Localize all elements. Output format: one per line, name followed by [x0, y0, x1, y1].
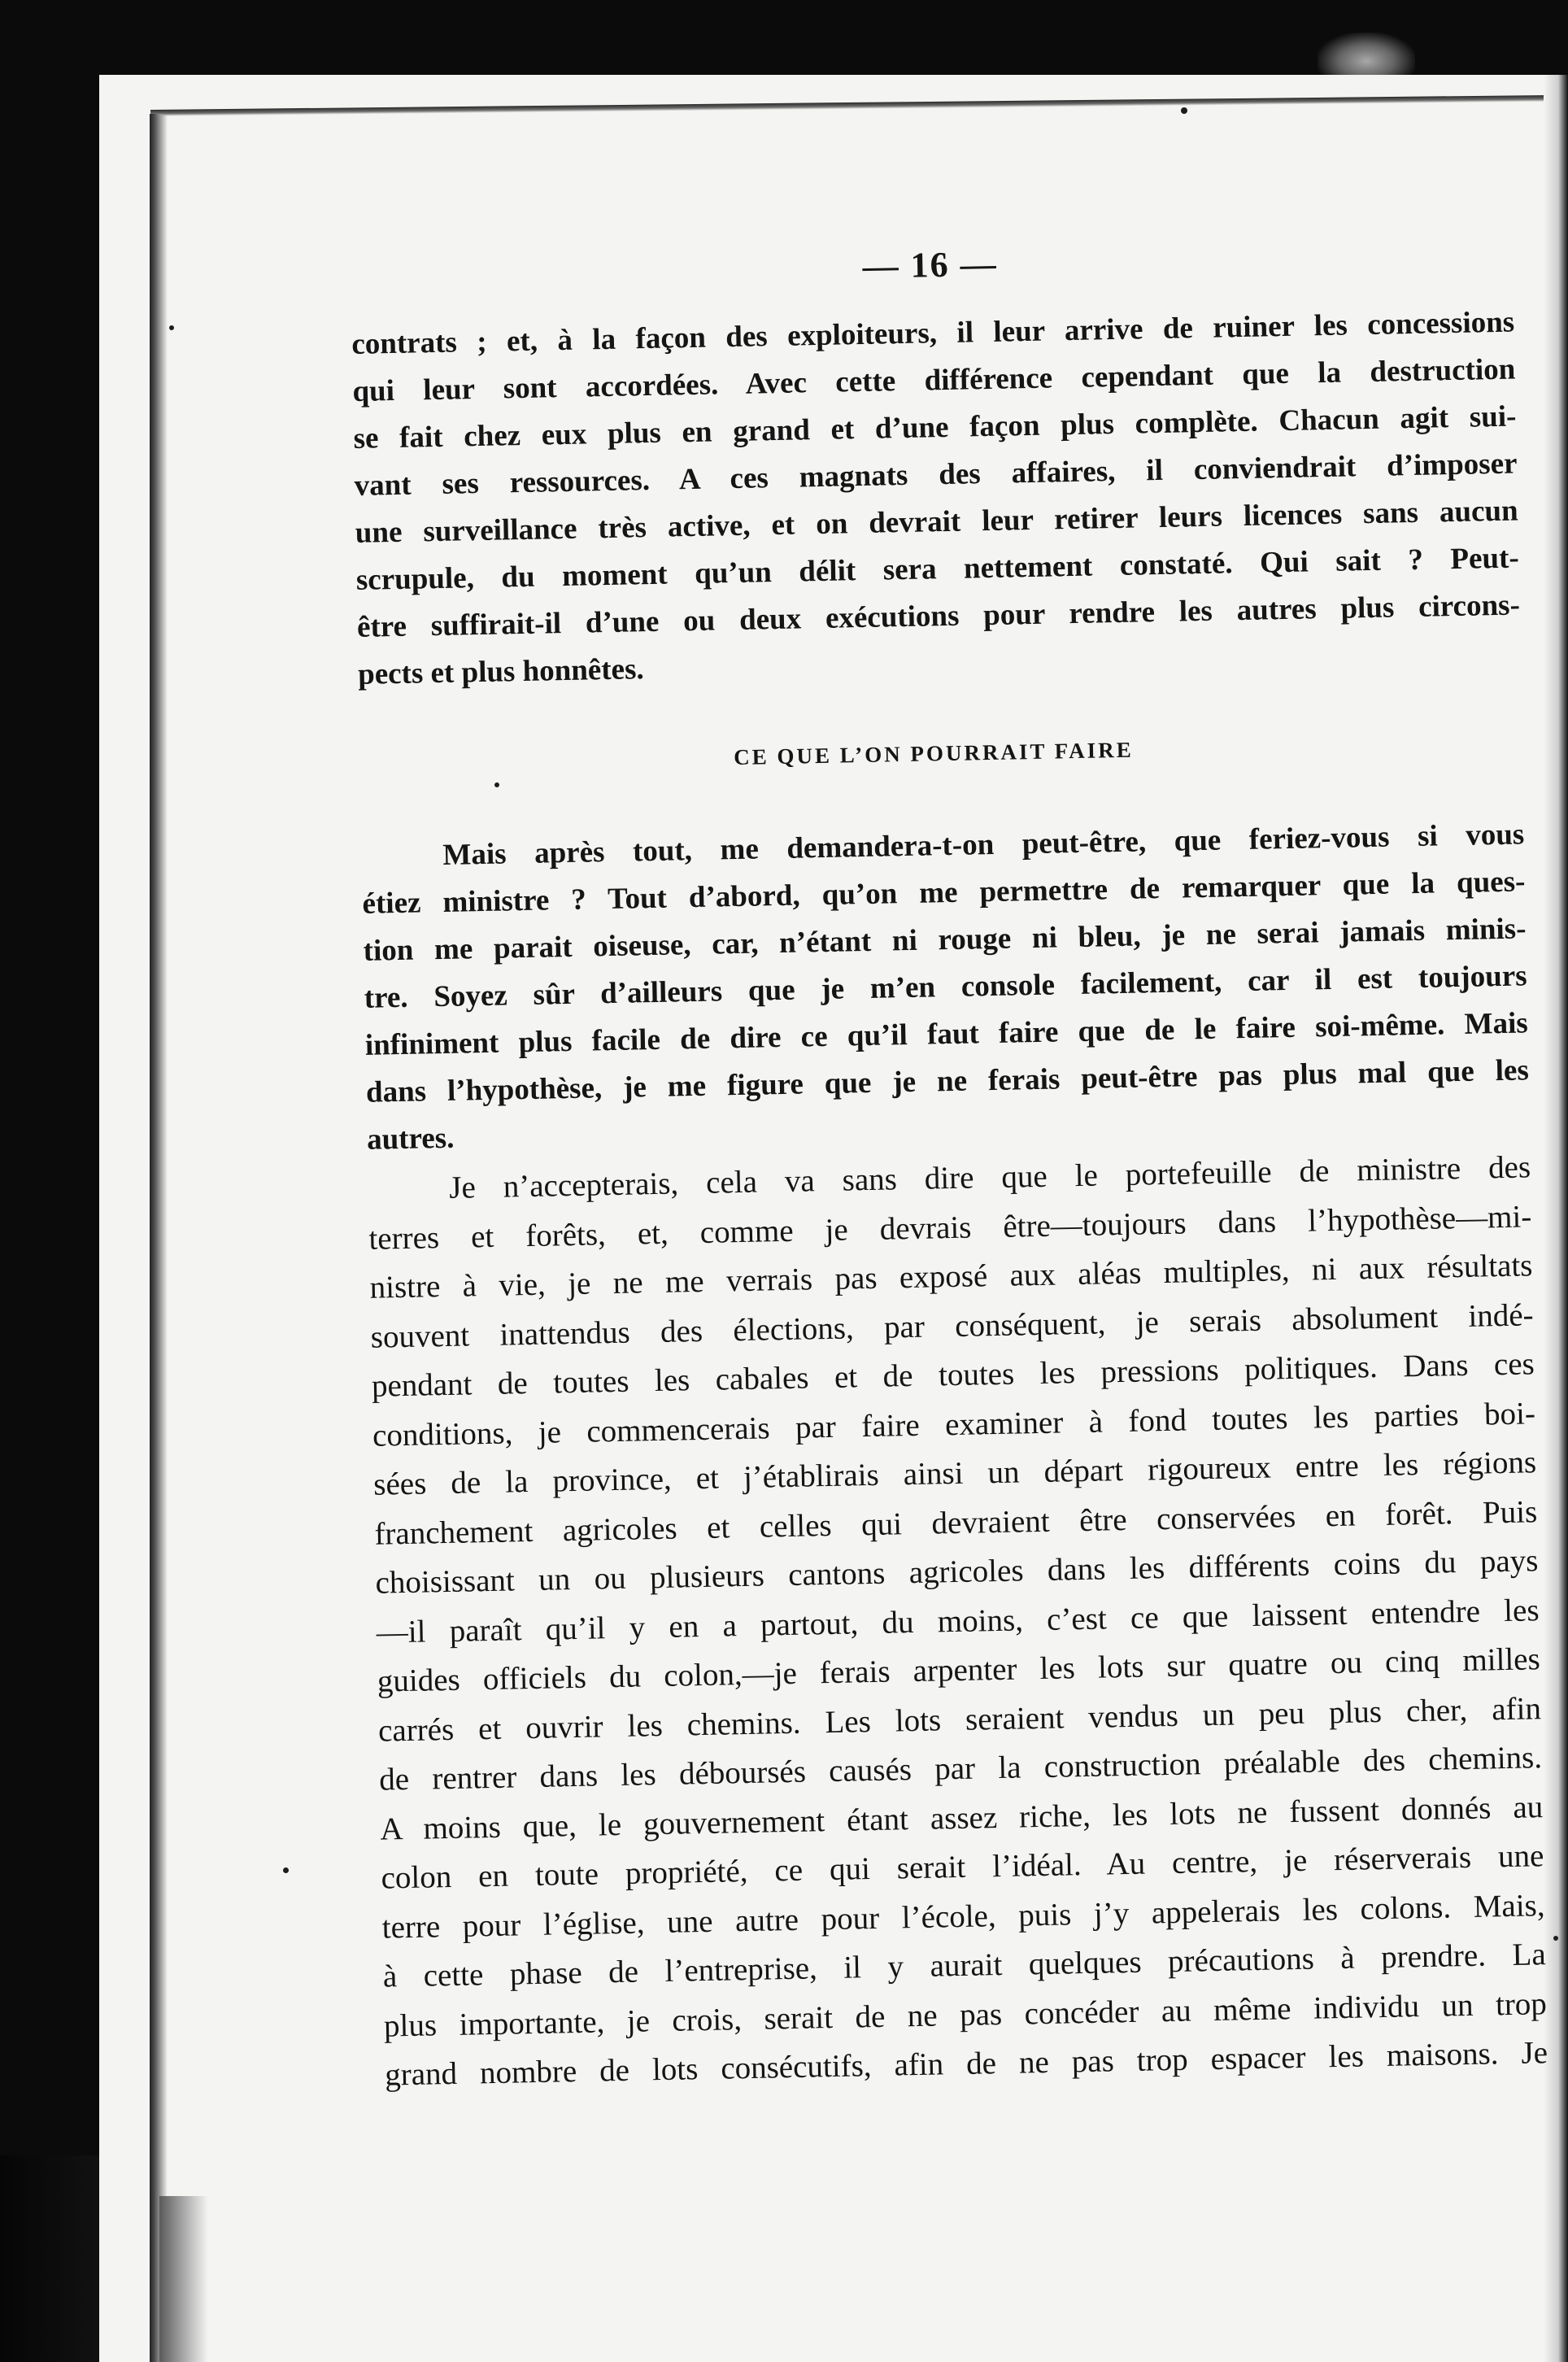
text-line: tion me parait oiseuse, car, n’étant ni rouge ni bleu, je ne serai jamais minis- [363, 912, 1527, 968]
text-line: pects et plus honnêtes. [357, 652, 645, 691]
text-line: franchement agricoles et celles qui devraient être conservées en forêt. Puis [374, 1493, 1538, 1552]
text-line: vant ses ressources. A ces magnats des affaires, il conviendrait d’imposer [354, 447, 1518, 503]
text-line: infiniment plus facile de dire ce qu’il faut faire que de le faire soi-même. Mais [364, 1006, 1529, 1062]
text-line: contrats ; et, à la façon des exploiteurs, il leur arrive de ruiner les concessions [351, 305, 1515, 361]
text-line: grand nombre de lots consécutifs, afin de ne pas trop espacer les maisons. Je [384, 2035, 1548, 2093]
text-line: souvent inattendus des élections, par conséquent, je serais absolument indé- [370, 1296, 1534, 1355]
section-heading: CE QUE L’ON POURRAIT FAIRE [733, 737, 1134, 770]
text-line: terres et forêts, et, comme je devrais être—toujours dans l’hypothèse—mi- [368, 1198, 1532, 1257]
text-line: carrés et ouvrir les chemins. Les lots seraient vendus un peu plus cher, afin [377, 1690, 1542, 1749]
text-line: qui leur sont accordées. Avec cette différence cependant que la destruction [352, 352, 1516, 408]
text-line: conditions, je commencerais par faire examiner à fond toutes les parties boi- [372, 1395, 1536, 1453]
text-line: scrupule, du moment qu’un délit sera nettement constaté. Qui sait ? Peut- [355, 541, 1520, 597]
text-line: terre pour l’église, une autre pour l’école, puis j’y appelerais les colons. Mais, [381, 1887, 1545, 1946]
text-line: plus importante, je crois, serait de ne pas concéder au même individu un trop [383, 1985, 1548, 2044]
text-line: de rentrer dans les déboursés causés par la construction préalable des chemins. [378, 1740, 1543, 1798]
page-right-edge [1544, 75, 1568, 2362]
text-line: pendant de toutes les cabales et de toutes les pressions politiques. Dans ces [371, 1346, 1535, 1404]
text-line: Je n’accepterais, cela va sans dire que le portefeuille de ministre des [448, 1149, 1531, 1205]
paragraph-1 [351, 299, 1522, 699]
text-line: se fait chez eux plus en grand et d’une façon plus complète. Chacun agit sui- [353, 399, 1517, 455]
text-line: dans l’hypothèse, je me figure que je ne ferais peut-être pas plus mal que les [365, 1053, 1530, 1109]
text-line: nistre à vie, je ne me verrais pas exposé aux aléas multiples, ni aux résultats [369, 1248, 1533, 1305]
text-line: Mais après tout, me demandera-t-on peut-être, que feriez-vous si vous [442, 817, 1525, 872]
scan-speck [1181, 107, 1187, 114]
text-line: A moins que, le gouvernement étant assez riche, les lots ne fussent donnés au [380, 1789, 1544, 1847]
text-line: à cette phase de l’entreprise, il y aurait quelques précautions à prendre. La [382, 1937, 1547, 1994]
scan-speck [283, 1867, 289, 1873]
paragraph-3 [368, 1143, 1548, 2100]
text-line: étiez ministre ? Tout d’abord, qu’on me permettre de remarquer que la ques- [362, 865, 1526, 921]
text-line: choisissant un ou plusieurs cantons agricoles dans les différents coins du pays [375, 1543, 1539, 1601]
text-line: une surveillance très active, et on devrait leur retirer leurs licences sans aucun [355, 494, 1518, 550]
page-number: — 16 — [862, 243, 999, 286]
page-frame-left [150, 114, 168, 2362]
scan-speck [169, 325, 174, 330]
text-line: colon en toute propriété, ce qui serait l’idéal. Au centre, je réserverais une [381, 1838, 1544, 1896]
text-line: tre. Soyez sûr d’ailleurs que je m’en console facilement, car il est toujours [364, 959, 1527, 1015]
scan-speck [494, 782, 499, 787]
text-line: sées de la province, et j’établirais ainsi un départ rigoureux entre les régions [372, 1445, 1537, 1502]
text-line: guides officiels du colon,—je ferais arpenter les lots sur quatre ou cinq milles [377, 1641, 1541, 1699]
paragraph-2 [361, 811, 1531, 1163]
text-line: —il paraît qu’il y en a partout, du moins, c’est ce que laissent entendre les [376, 1592, 1540, 1650]
scan-speck [1553, 1936, 1558, 1941]
page-frame-left-bottom [159, 2196, 208, 2362]
text-line: autres. [366, 1121, 455, 1157]
text-line: être suffirait-il d’une ou deux exécutions pour rendre les autres plus circons- [356, 588, 1521, 644]
